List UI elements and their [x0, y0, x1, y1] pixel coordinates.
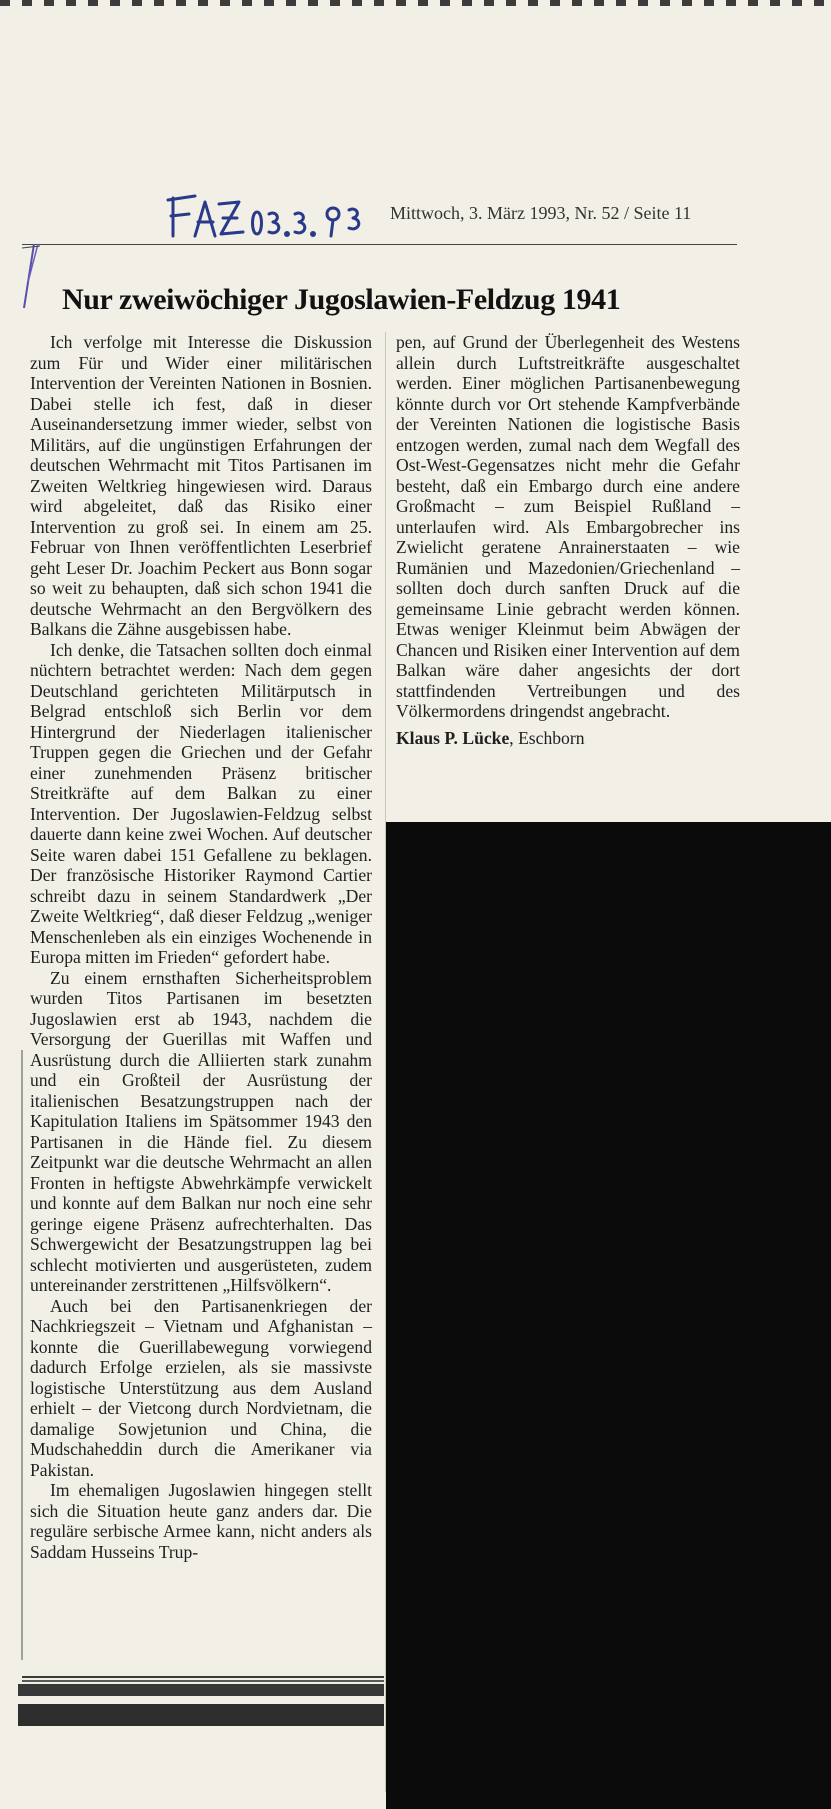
- article-column-right: [396, 332, 740, 748]
- paragraph: pen, auf Grund der Überlegenheit des Westens allein durch Luftstreitkräfte ausgeschaltet werden. Einer möglichen Partisanenbewegung könnte durch vor Ort stehende Kampfverbände der Vereinten Nationen die logistische Basis entzogen werden, zumal nach dem Wegfall des Ost-West-Gegensatzes nicht mehr die Gefahr besteht, daß ein Embargo durch eine andere Großmacht – zum Beispiel Rußland – unterlaufen wird. Als Embargobrecher ins Zwielicht geratene Anrainerstaaten – wie Rumänien und Mazedonien/Griechenland – sollten doch durch sanften Druck auf die gemeinsame Linie gebracht werden können. Etwas weniger Kleinmut beim Abwägen der Chancen und Risiken einer Intervention auf dem Balkan wäre daher angesichts der dort stattfindenden Vertreibungen und des Völkermordens dringendst angebracht.: [396, 332, 740, 721]
- author-place: , Eschborn: [509, 727, 585, 748]
- bottom-rule: [22, 1676, 384, 1678]
- paragraph: Im ehemaligen Jugoslawien hingegen stellt sich die Situation heute ganz anders dar. Die reguläre serbische Armee kann, nicht anders als Saddam Husseins Trup-: [30, 1480, 372, 1562]
- author-signature: [396, 728, 740, 749]
- article-headline: Nur zweiwöchiger Jugoslawien-Feldzug 1941: [62, 283, 621, 316]
- header-rule: [22, 244, 737, 245]
- scan-shadow: [18, 1684, 384, 1696]
- cut-mark-icon: [20, 242, 42, 312]
- perforated-top-edge: [0, 0, 831, 6]
- handwritten-note: [165, 190, 390, 240]
- paragraph: Zu einem ernsthaften Sicherheitsproblem wurden Titos Partisanen im besetzten Jugoslawien erst ab 1943, nachdem die Versorgung der Guerillas mit Waffen und Ausrüstung durch die Alliierten stark zunahm und ein Großteil der Ausrüstung der italienischen Besatzungstruppen nach der Kapitulation Italiens im Spätsommer 1943 den Partisanen in die Hände fiel. Zu diesem Zeitpunkt war die deutsche Wehrmacht an allen Fronten in heftigste Abwehrkämpfe verwickelt und konnte auf dem Balkan nur noch eine sehr geringe eigene Präsenz aufrechterhalten. Das Schwergewicht der Besatzungstruppen lag bei schlecht motivierten und ausgerüsteten, zudem untereinander zerstrittenen „Hilfsvölkern“.: [30, 967, 372, 1295]
- paragraph: Ich verfolge mit Interesse die Diskussion zum Für und Wider einer militärischen Intervention der Vereinten Nationen in Bosnien. Dabei stelle ich fest, daß in dieser Auseinandersetzung immer wieder, selbst von Militärs, auf die ungünstigen Erfahrungen der deutschen Wehrmacht mit Titos Partisanen im Zweiten Weltkrieg hingewiesen wird. Daraus wird abgeleitet, daß das Risiko einer Intervention zu groß sei. In einem am 25. Februar von Ihnen veröffentlichten Leserbrief geht Leser Dr. Joachim Peckert aus Bonn sogar so weit zu behaupten, daß sich schon 1941 die deutsche Wehrmacht an den Bergvölkern des Balkans die Zähne ausgebissen habe.: [30, 332, 372, 639]
- dateline: Mittwoch, 3. März 1993, Nr. 52 / Seite 11: [390, 203, 692, 223]
- scan-shadow: [18, 1704, 384, 1726]
- paragraph: Auch bei den Partisanenkriegen der Nachkriegszeit – Vietnam und Afghanistan – konnte die Guerillabewegung vorwiegend dadurch Erfolge erzielen, als sie massivste logistische Unterstützung aus dem Ausland erhielt – der Vietcong durch Nordvietnam, die damalige Sowjetunion und China, die Mudschaheddin durch die Amerikaner via Pakistan.: [30, 1295, 372, 1480]
- margin-mark: [21, 1050, 23, 1660]
- handwritten-note-text: FAZ 03.3.93: [165, 238, 171, 239]
- article-column-left: [30, 332, 372, 1562]
- bottom-rule: [22, 1680, 384, 1682]
- author-name: Klaus P. Lücke: [396, 727, 510, 748]
- paragraph: Ich denke, die Tatsachen sollten doch einmal nüchtern betrachtet werden: Nach dem gegen Deutschland gerichteten Militärputsch in Belgrad entschloß sich Berlin vor dem Hintergrund der Niederlagen italienischer Truppen gegen die Griechen und der Gefahr einer zunehmenden Präsenz britischer Streitkräfte auf dem Balkan zu einer Intervention. Der Jugoslawien-Feldzug selbst dauerte dann keine zwei Wochen. Auf deutscher Seite waren dabei 151 Gefallene zu beklagen. Der französische Historiker Raymond Cartier schreibt dazu in seinem Standardwerk „Der Zweite Weltkrieg“, daß dieser Feldzug „weniger Menschenleben als ein einziges Wochenende in Europa mitten im Frieden“ gefordert habe.: [30, 639, 372, 967]
- scan-background-area: [386, 822, 831, 1809]
